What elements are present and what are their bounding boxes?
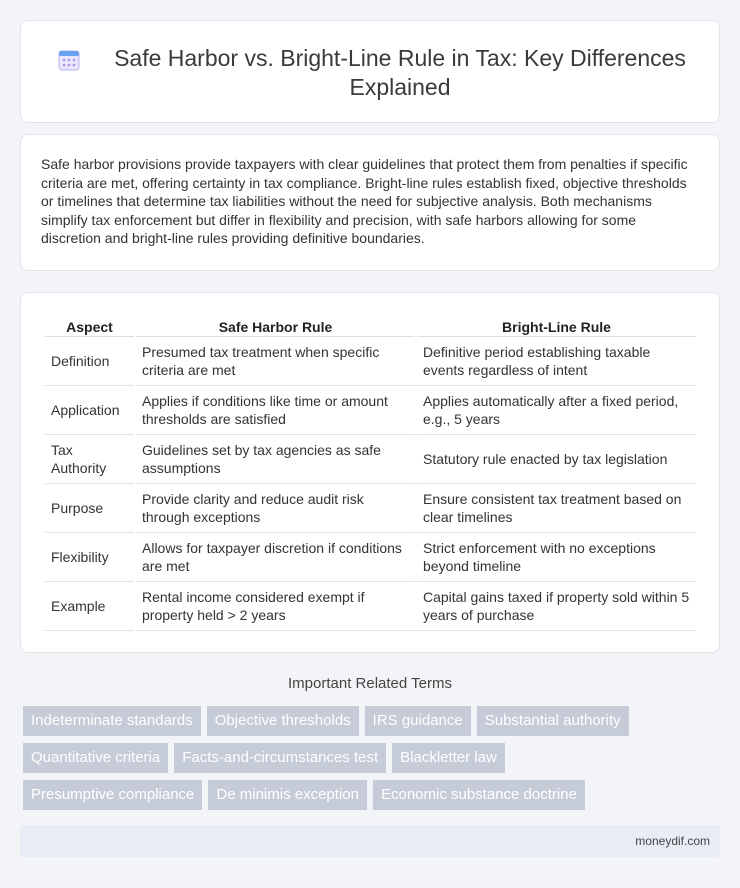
intro-paragraph: Safe harbor provisions provide taxpayers with clear guidelines that protect them from penalties if specific criteria are met, offering certainty in tax compliance. Bright-line rules establish fixed, objective thresholds or timelines that determine tax liabilities without the need for subjective analysis. Both mechanisms simplify tax enforcement but differ in flexibility and precision, with safe harbors allowing for some discretion and bright-line rules providing definitive boundaries. [41, 156, 688, 246]
related-term-tag[interactable]: Blackletter law [392, 743, 505, 773]
related-terms-heading: Important Related Terms [288, 675, 452, 692]
related-term-tag[interactable]: Objective thresholds [207, 706, 359, 736]
bright-line-cell: Statutory rule enacted by tax legislation [417, 435, 696, 484]
comparison-card [20, 292, 720, 653]
table-row [45, 533, 696, 582]
aspect-cell: Definition [45, 337, 134, 386]
related-term-tag[interactable]: Facts-and-circumstances test [174, 743, 386, 773]
comparison-table [43, 315, 698, 631]
header-aspect: Aspect [45, 315, 134, 337]
bright-line-cell: Strict enforcement with no exceptions beyond timeline [417, 533, 696, 582]
bright-line-cell: Capital gains taxed if property sold within 5 years of purchase [417, 582, 696, 631]
header-bright-line: Bright-Line Rule [417, 315, 696, 337]
related-term-tag[interactable]: IRS guidance [365, 706, 471, 736]
safe-harbor-cell: Provide clarity and reduce audit risk through exceptions [136, 484, 415, 533]
related-term-tag[interactable]: Substantial authority [477, 706, 629, 736]
page-title: Safe Harbor vs. Bright-Line Rule in Tax: Key Differences Explained [114, 45, 686, 100]
table-row [45, 582, 696, 631]
aspect-cell: Tax Authority [45, 435, 134, 484]
aspect-cell: Example [45, 582, 134, 631]
title-card [20, 20, 720, 123]
table-row [45, 484, 696, 533]
safe-harbor-cell: Applies if conditions like time or amount thresholds are satisfied [136, 386, 415, 435]
bright-line-cell: Ensure consistent tax treatment based on clear timelines [417, 484, 696, 533]
intro-card [20, 134, 720, 271]
bright-line-cell: Applies automatically after a fixed period, e.g., 5 years [417, 386, 696, 435]
bright-line-cell: Definitive period establishing taxable events regardless of intent [417, 337, 696, 386]
safe-harbor-cell: Guidelines set by tax agencies as safe assumptions [136, 435, 415, 484]
aspect-cell: Application [45, 386, 134, 435]
header-safe-harbor: Safe Harbor Rule [136, 315, 415, 337]
aspect-cell: Purpose [45, 484, 134, 533]
related-term-tag[interactable]: De minimis exception [208, 780, 367, 810]
aspect-cell: Flexibility [45, 533, 134, 582]
safe-harbor-cell: Presumed tax treatment when specific criteria are met [136, 337, 415, 386]
footer-site[interactable]: moneydif.com [635, 834, 710, 848]
calendar-icon [57, 48, 81, 72]
related-term-tag[interactable]: Economic substance doctrine [373, 780, 585, 810]
table-row [45, 435, 696, 484]
related-term-tag[interactable]: Presumptive compliance [23, 780, 202, 810]
safe-harbor-cell: Allows for taxpayer discretion if conditions are met [136, 533, 415, 582]
related-terms-list [23, 706, 723, 817]
safe-harbor-cell: Rental income considered exempt if property held > 2 years [136, 582, 415, 631]
table-row [45, 386, 696, 435]
table-row [45, 337, 696, 386]
footer [20, 825, 720, 857]
related-term-tag[interactable]: Indeterminate standards [23, 706, 201, 736]
related-term-tag[interactable]: Quantitative criteria [23, 743, 168, 773]
